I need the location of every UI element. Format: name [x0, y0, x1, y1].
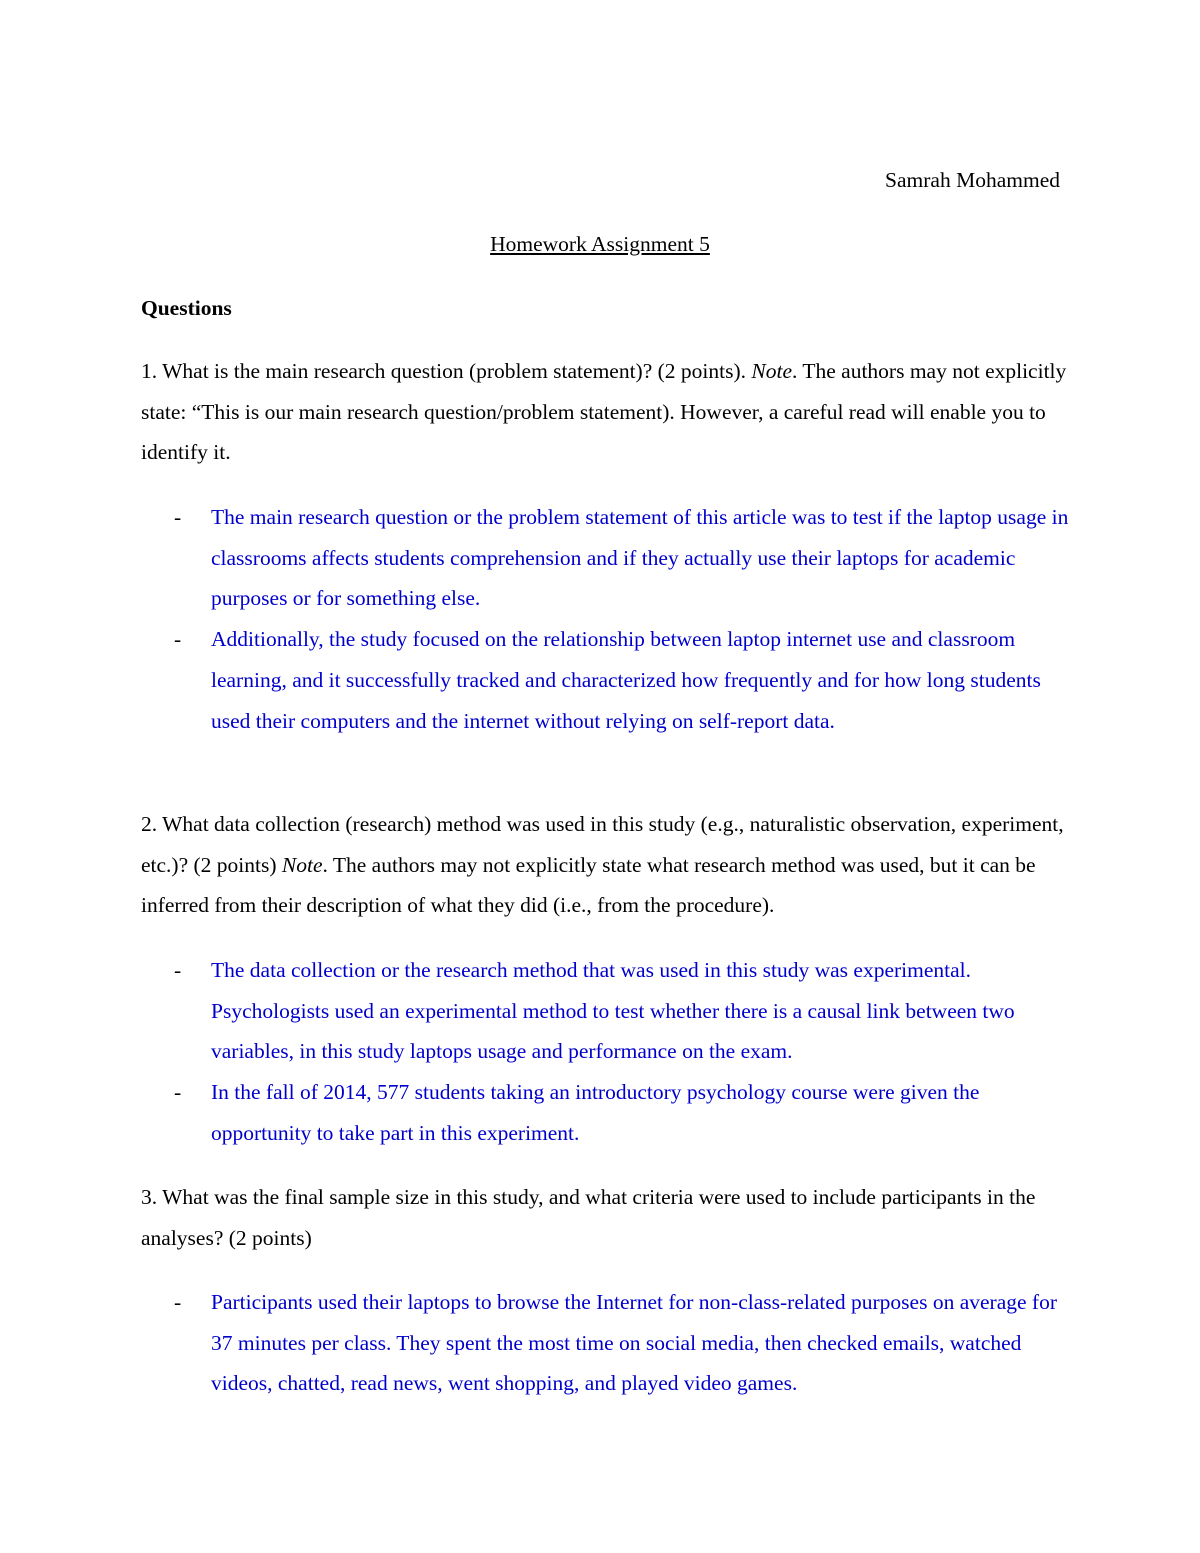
question-2-text: 2. What data collection (research) method was used in this study (e.g., naturalistic observation, experiment, etc.)? (2 points) [141, 812, 1064, 877]
answer-text: Additionally, the study focused on the relationship between laptop internet use and classroom learning, and it successfully tracked and characterized how frequently and for how long students used their computers and the internet without relying on self-report data. [211, 627, 1041, 733]
question-2-answers [141, 950, 1071, 1154]
list-item [141, 1282, 1071, 1404]
answer-text: In the fall of 2014, 577 students taking an introductory psychology course were given the opportunity to take part in this experiment. [211, 1080, 980, 1145]
question-2-note-label: Note [281, 852, 323, 877]
question-2-note-text: . The authors may not explicitly state what research method was used, but it can be inferred from their description of what they did (i.e., from the procedure). [141, 852, 1036, 918]
list-item [141, 497, 1071, 619]
list-item [141, 1072, 1071, 1153]
question-3-answers [141, 1282, 1071, 1404]
question-1-text: 1. What is the main research question (problem statement)? (2 points). [141, 359, 752, 383]
question-1-note-label: Note [751, 359, 792, 383]
answer-text: Participants used their laptops to browse the Internet for non-class-related purposes on average for 37 minutes per class. They spent the most time on social media, then checked emails, watched videos, chatted, read news, went shopping, and played video games. [211, 1290, 1057, 1396]
bullet-dash: - [174, 958, 182, 982]
answer-text: The main research question or the problem statement of this article was to test if the laptop usage in classrooms affects students comprehension and if they actually use their laptops for academic purposes or for something else. [211, 505, 1069, 611]
question-1 [141, 351, 1071, 473]
question-3: 3. What was the final sample size in this study, and what criteria were used to include participants in the analyses? (2 points) [141, 1185, 1036, 1250]
list-item [141, 950, 1071, 1072]
author-name: Samrah Mohammed [885, 168, 1060, 192]
bullet-dash: - [174, 627, 182, 652]
answer-text: The data collection or the research method that was used in this study was experimental. Psychologists used an experimental method to test whether there is a causal link between two variables, in this study laptops usage and performance on the exam. [211, 958, 1015, 1064]
document-title-text: Homework Assignment 5 [490, 232, 710, 256]
section-heading: Questions [141, 296, 232, 320]
question-1-note-text: . The authors may not explicitly state: “This is our main research question/problem statement). However, a careful read will enable you to identify it. [141, 359, 1067, 465]
bullet-dash: - [174, 505, 182, 529]
document-title [0, 230, 1200, 258]
list-item [141, 619, 1071, 741]
bullet-dash: - [174, 1290, 182, 1314]
bullet-dash: - [174, 1080, 182, 1105]
question-2 [141, 804, 1071, 926]
question-1-answers [141, 497, 1071, 741]
